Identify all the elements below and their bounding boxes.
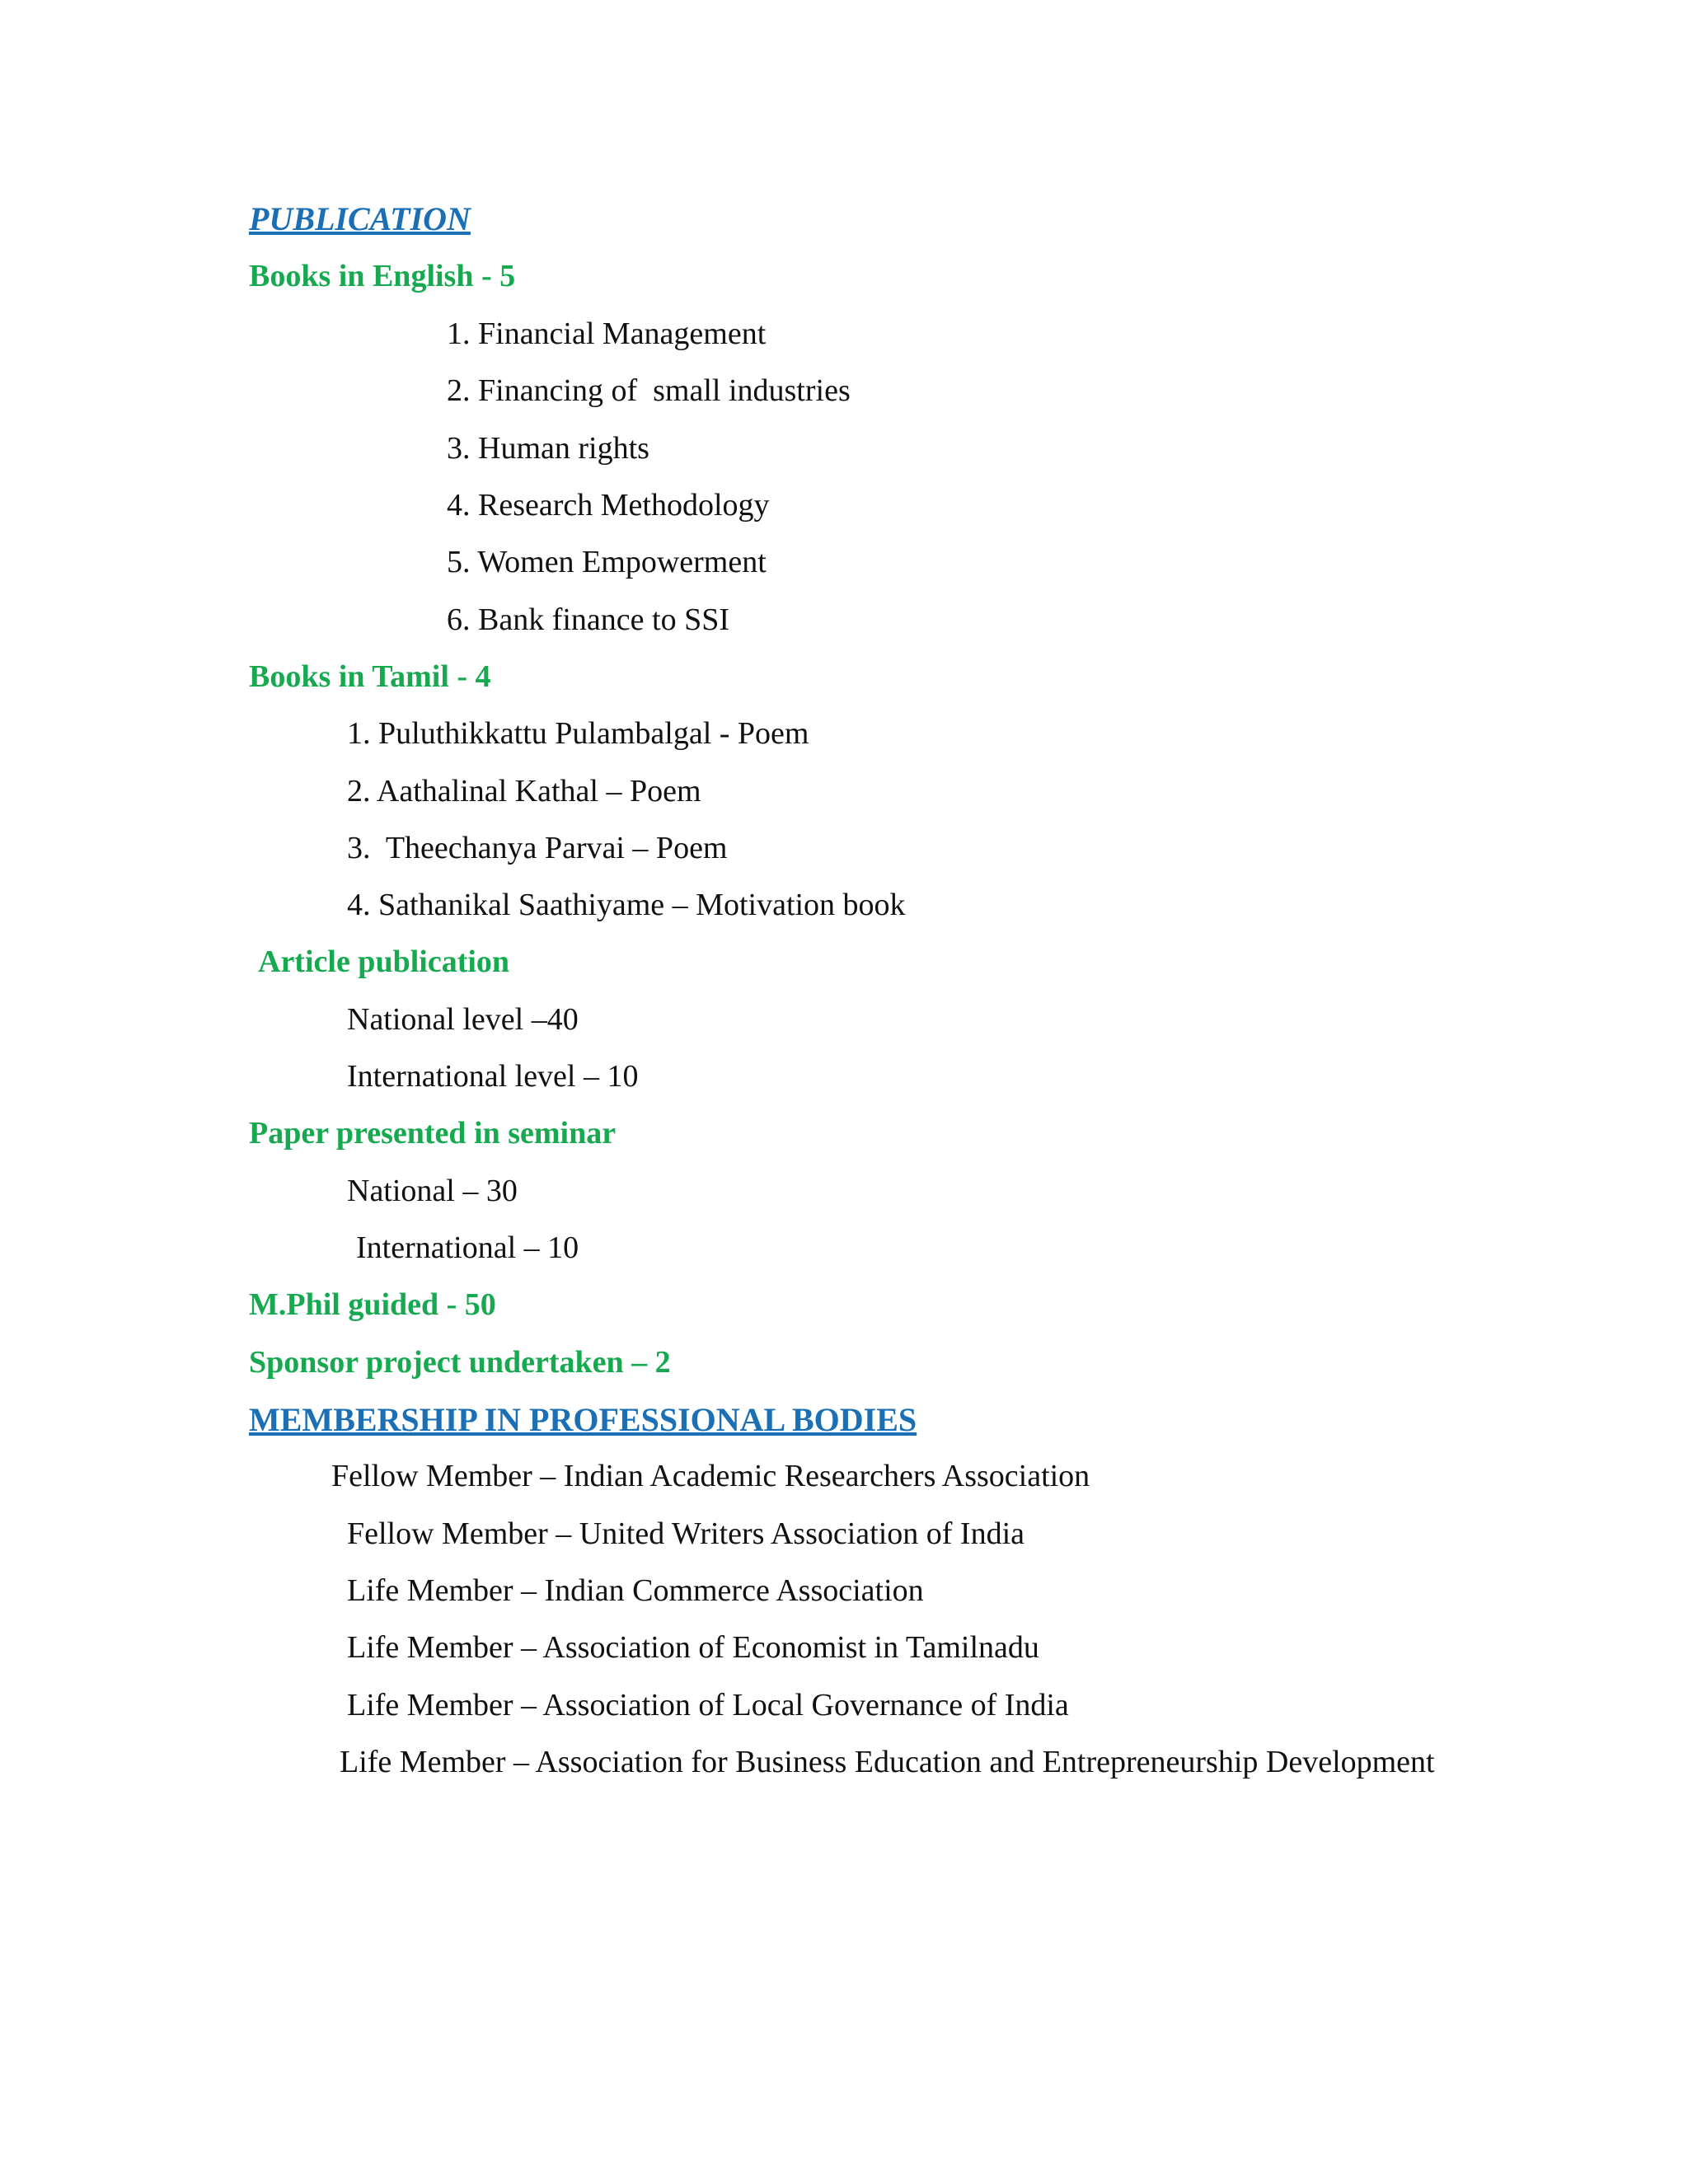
books-tamil-heading: Books in Tamil - 4 — [249, 659, 491, 694]
membership-item-6 — [249, 1744, 1439, 1781]
books-english-heading: Books in English - 5 — [249, 259, 516, 293]
books-english-item-2: 2. Financing of small industries — [447, 373, 851, 408]
membership-item-5: Life Member – Association of Local Governance of India — [347, 1688, 1069, 1722]
article-international: International level – 10 — [347, 1059, 639, 1094]
books-english-item-4: 4. Research Methodology — [447, 488, 770, 523]
paper-international: International – 10 — [356, 1230, 579, 1265]
membership-heading: MEMBERSHIP IN PROFESSIONAL BODIES — [249, 1401, 917, 1438]
books-english-item-3: 3. Human rights — [447, 431, 649, 466]
sponsor-project-heading: Sponsor project undertaken – 2 — [249, 1345, 671, 1380]
books-tamil-item-3: 3. Theechanya Parvai – Poem — [347, 831, 728, 865]
books-tamil-item-4: 4. Sathanikal Saathiyame – Motivation book — [347, 888, 906, 922]
publication-heading: PUBLICATION — [249, 200, 471, 237]
books-english-item-1: 1. Financial Management — [447, 316, 767, 351]
article-publication-heading: Article publication — [258, 944, 510, 979]
membership-item-3: Life Member – Indian Commerce Association — [347, 1573, 924, 1608]
membership-item-4: Life Member – Association of Economist in Tamilnadu — [347, 1630, 1039, 1665]
membership-item-2: Fellow Member – United Writers Association of India — [347, 1516, 1025, 1551]
books-tamil-item-2: 2. Aathalinal Kathal – Poem — [347, 774, 701, 808]
article-national: National level –40 — [347, 1002, 579, 1037]
mphil-guided-heading: M.Phil guided - 50 — [249, 1287, 496, 1322]
membership-item-1: Fellow Member – Indian Academic Researchers Association — [331, 1459, 1090, 1493]
membership-item-6-text: Life Member – Association for Business Education and Entrepreneurship Development — [340, 1745, 1435, 1779]
books-english-item-5: 5. Women Empowerment — [447, 545, 767, 579]
books-english-item-6: 6. Bank finance to SSI — [447, 602, 730, 637]
paper-presented-heading: Paper presented in seminar — [249, 1116, 617, 1151]
paper-national: National – 30 — [347, 1174, 518, 1208]
books-tamil-item-1: 1. Puluthikkattu Pulambalgal - Poem — [347, 716, 809, 751]
